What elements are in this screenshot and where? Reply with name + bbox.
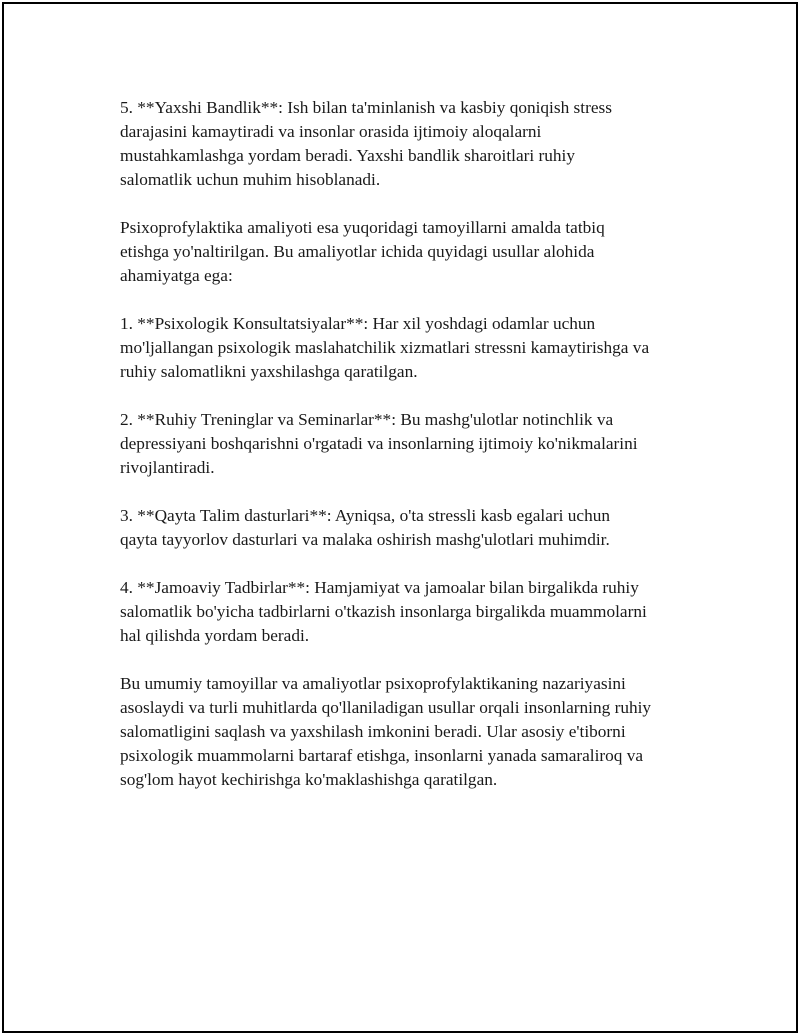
paragraph-retraining: 3. **Qayta Talim dasturlari**: Ayniqsa, o'ta stressli kasb egalari uchun qayta tayyorlov dasturlari va malaka oshirish mashg'ulotlari muhimdir. xyxy=(120,506,611,549)
paragraph-trainings: 2. **Ruhiy Treninglar va Seminarlar**: Bu mashg'ulotlar notinchlik va depressiyani boshqarishni o'rgatadi va insonlarning ijtimoiy ko'nikmalarini rivojlantiradi. xyxy=(120,410,638,477)
paragraph-conclusion: Bu umumiy tamoyillar va amaliyotlar psixoprofylaktikaning nazariyasini asoslaydi va turli muhitlarda qo'llaniladigan usullar orqali insonlarning ruhiy salomatligini saqlash va yaxshilash imkonini beradi. Ular asosiy e'tiborni psixologik muammolarni bartaraf etishga, insonlarni yanada samaraliroq va sog'lom hayot kechirishga ko'maklashishga qaratilgan. xyxy=(120,674,652,789)
paragraph-community-events: 4. **Jamoaviy Tadbirlar**: Hamjamiyat va jamoalar bilan birgalikda ruhiy salomatlik bo'yicha tadbirlarni o'tkazish insonlarga birgalikda muammolarni hal qilishda yordam beradi. xyxy=(120,578,647,645)
paragraph-employment: 5. **Yaxshi Bandlik**: Ish bilan ta'minlanish va kasbiy qoniqish stress darajasini kamaytiradi va insonlar orasida ijtimoiy aloqalarni mustahkamlashga yordam beradi. Yaxshi bandlik sharoitlari ruhiy salomatlik uchun muhim hisoblanadi. xyxy=(120,98,612,189)
paragraph-consultations: 1. **Psixologik Konsultatsiyalar**: Har xil yoshdagi odamlar uchun mo'ljallangan psixologik maslahatchilik xizmatlari stressni kamaytirishga va ruhiy salomatlikni yaxshilashga qaratilgan. xyxy=(120,314,650,381)
document-body xyxy=(120,96,700,816)
paragraph-practice-intro: Psixoprofylaktika amaliyoti esa yuqoridagi tamoyillarni amalda tatbiq etishga yo'naltirilgan. Bu amaliyotlar ichida quyidagi usullar alohida ahamiyatga ega: xyxy=(120,218,605,285)
document-page xyxy=(2,2,798,1033)
